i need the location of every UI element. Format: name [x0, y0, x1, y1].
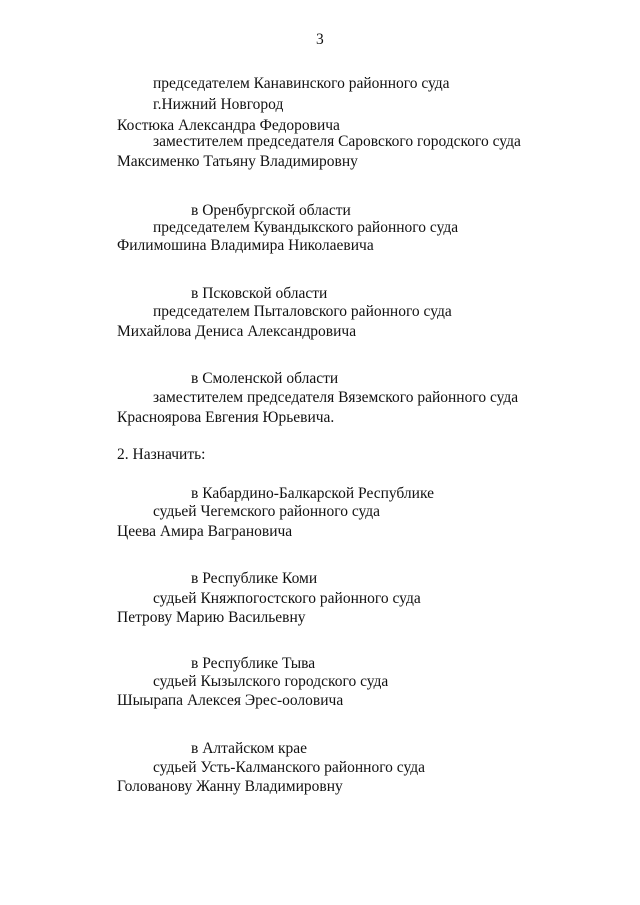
appointee-name: Максименко Татьяну Владимировну [117, 153, 358, 170]
appointee-name: Петрову Марию Васильевну [117, 609, 306, 626]
region-heading: в Кабардино-Балкарской Республике [191, 485, 434, 502]
appointee-name: Филимошина Владимира Николаевича [117, 237, 374, 254]
appointment-position: председателем Кувандыкского районного суда [153, 219, 459, 236]
appointment-position: судьей Кызылского городского суда [153, 673, 389, 690]
region-heading: в Псковской области [191, 285, 328, 302]
appointment-position: заместителем председателя Саровского городского суда [153, 133, 521, 150]
appointee-name: Голованову Жанну Владимировну [117, 778, 343, 795]
appointment-position: председателем Пыталовского районного суда [153, 303, 452, 320]
region-heading: в Алтайском крае [191, 740, 308, 757]
appointee-name: Костюка Александра Федоровича [117, 117, 340, 134]
appointee-name: Красноярова Евгения Юрьевича. [117, 409, 335, 426]
region-heading: в Республике Тыва [191, 655, 316, 672]
appointment-position: судьей Чегемского районного суда [153, 503, 381, 520]
appointment-position: судьей Усть-Калманского районного суда [153, 759, 426, 776]
appointee-name: Шыырапа Алексея Эрес-ооловича [117, 692, 344, 709]
appointment-position: заместителем председателя Вяземского районного суда [153, 389, 519, 406]
page-number: 3 [316, 31, 324, 48]
appointee-name: Михайлова Дениса Александровича [117, 323, 357, 340]
appointment-position: председателем Канавинского районного суда [153, 75, 450, 92]
region-heading: в Смоленской области [191, 370, 339, 387]
appointee-name: Цеева Амира Ваграновича [117, 523, 293, 540]
region-heading: в Оренбургской области [191, 202, 351, 219]
appointment-city: г.Нижний Новгород [153, 96, 284, 113]
region-heading: в Республике Коми [191, 570, 318, 587]
section-heading: 2. Назначить: [117, 446, 206, 463]
appointment-position: судьей Княжпогостского районного суда [153, 590, 421, 607]
